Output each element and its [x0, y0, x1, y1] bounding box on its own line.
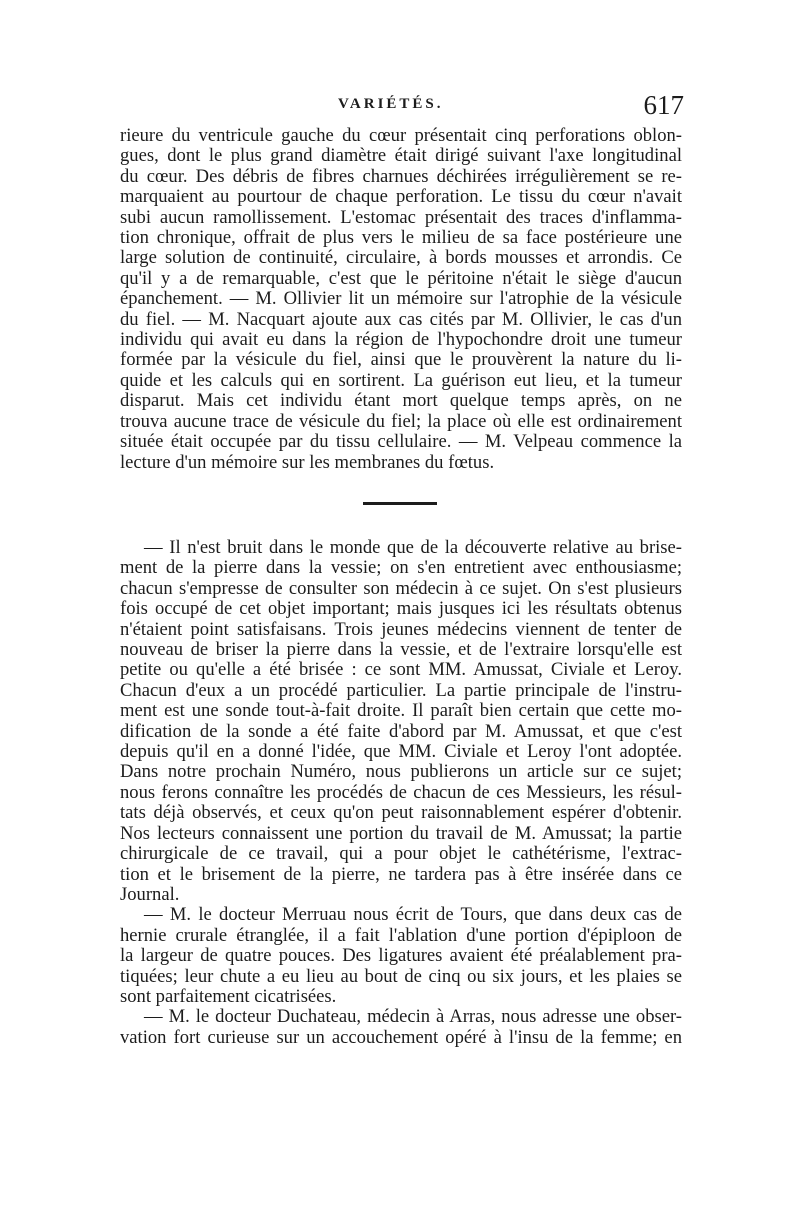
text-line: tion chronique, offrait de plus vers le milieu de sa face postérieure une: [120, 227, 682, 249]
page-header: [118, 90, 684, 124]
text-line: — M. le docteur Duchateau, médecin à Arras, nous adresse une obser-: [144, 1006, 682, 1028]
text-line: ment de la pierre dans la vessie; on s'en entretient avec enthousiasme;: [120, 557, 682, 579]
text-line: tion et le brisement de la pierre, ne tardera pas à être insérée dans ce: [120, 863, 682, 885]
text-line: subi aucun ramollissement. L'estomac présentait des traces d'inflamma-: [120, 206, 682, 228]
running-title: VARIÉTÉS.: [338, 96, 444, 112]
text-line: marquaient au pourtour de chaque perforation. Le tissu du cœur n'avait: [120, 186, 682, 208]
text-line: hernie crurale étranglée, il a fait l'ablation d'une portion d'épiploon de: [120, 924, 682, 946]
text-line: depuis qu'il en a donné l'idée, que MM. Civiale et Leroy l'ont adoptée.: [120, 741, 682, 763]
text-line: la largeur de quatre pouces. Des ligatures avaient été préalablement pra-: [120, 945, 682, 967]
article-body: [120, 538, 682, 1048]
text-line: chacun s'empresse de consulter son médecin à ce sujet. On s'est plusieurs: [120, 577, 682, 599]
text-line: fois occupé de cet objet important; mais jusques ici les résultats obtenus: [120, 598, 682, 620]
text-line: n'étaient point satisfaisans. Trois jeunes médecins viennent de tenter de: [120, 618, 682, 640]
text-line: vation fort curieuse sur un accouchement opéré à l'insu de la femme; en: [120, 1026, 682, 1048]
text-line: chirurgicale de ce travail, qui a pour objet le cathétérisme, l'extrac-: [120, 843, 682, 865]
paragraph-hernia: [120, 905, 682, 1007]
text-line: sont parfaitement cicatrisées.: [120, 985, 337, 1007]
paragraph-society-proceedings: [120, 126, 682, 473]
text-line: rieure du ventricule gauche du cœur présentait cinq perforations oblon-: [120, 125, 682, 146]
text-line: dification de la sonde a été faite d'abord par M. Amussat, et que c'est: [120, 720, 682, 742]
text-line: nous ferons connaître les procédés de chacun de ces Messieurs, les résul-: [120, 781, 682, 803]
text-line: épanchement. — M. Ollivier lit un mémoire sur l'atrophie de la vésicule: [120, 288, 682, 310]
text-line: — M. le docteur Merruau nous écrit de Tours, que dans deux cas de: [144, 904, 682, 926]
text-line: nouveau de briser la pierre dans la vessie, et de l'extraire lorsqu'elle est: [120, 639, 682, 661]
text-line: située était occupée par du tissu cellulaire. — M. Velpeau commence la: [120, 431, 682, 453]
page-number: 617: [643, 90, 684, 120]
text-line: Journal.: [120, 883, 180, 905]
text-line: quide et les calculs qui en sortirent. La guérison eut lieu, et la tumeur: [120, 369, 682, 391]
text-line: du cœur. Des débris de fibres charnues déchirées irrégulièrement se re-: [120, 165, 682, 187]
text-line: disparut. Mais cet individu étant mort quelque temps après, on ne: [120, 390, 682, 412]
text-line: Nos lecteurs connaissent une portion du travail de M. Amussat; la partie: [120, 822, 682, 844]
text-line: Chacun d'eux a un procédé particulier. La partie principale de l'instru-: [120, 679, 682, 701]
text-line: trouva aucune trace de vésicule du fiel; la place où elle est ordinairement: [120, 410, 682, 432]
text-line: lecture d'un mémoire sur les membranes du fœtus.: [120, 451, 495, 473]
text-line: petite ou qu'elle a été brisée : ce sont MM. Amussat, Civiale et Leroy.: [120, 659, 682, 681]
text-line: ment est une sonde tout-à-fait droite. Il paraît bien certain que cette mo-: [120, 700, 682, 722]
text-line: qu'il y a de remarquable, c'est que le péritoine n'était le siège d'aucun: [120, 267, 682, 289]
text-line: Dans notre prochain Numéro, nous publierons un article sur ce sujet;: [120, 761, 682, 783]
section-divider: [363, 502, 437, 505]
text-line: du fiel. — M. Nacquart ajoute aux cas cités par M. Ollivier, le cas d'un: [120, 308, 682, 330]
text-line: large solution de continuité, circulaire, à bords mousses et arrondis. Ce: [120, 247, 682, 269]
text-line: individu qui avait eu dans la région de l'hypochondre droit une tumeur: [120, 329, 682, 351]
text-line: gues, dont le plus grand diamètre était dirigé suivant l'axe longitudinal: [120, 145, 682, 167]
text-line: — Il n'est bruit dans le monde que de la découverte relative au brise-: [144, 537, 682, 558]
paragraph-childbirth: [120, 1007, 682, 1048]
text-line: formée par la vésicule du fiel, ainsi que le prouvèrent la nature du li-: [120, 349, 682, 371]
text-line: tats déjà observés, et ceux qu'on peut raisonnablement espérer d'obtenir.: [120, 802, 682, 824]
paragraph-lithotrity: [120, 538, 682, 905]
text-line: tiquées; leur chute a eu lieu au bout de cinq ou six jours, et les plaies se: [120, 965, 682, 987]
